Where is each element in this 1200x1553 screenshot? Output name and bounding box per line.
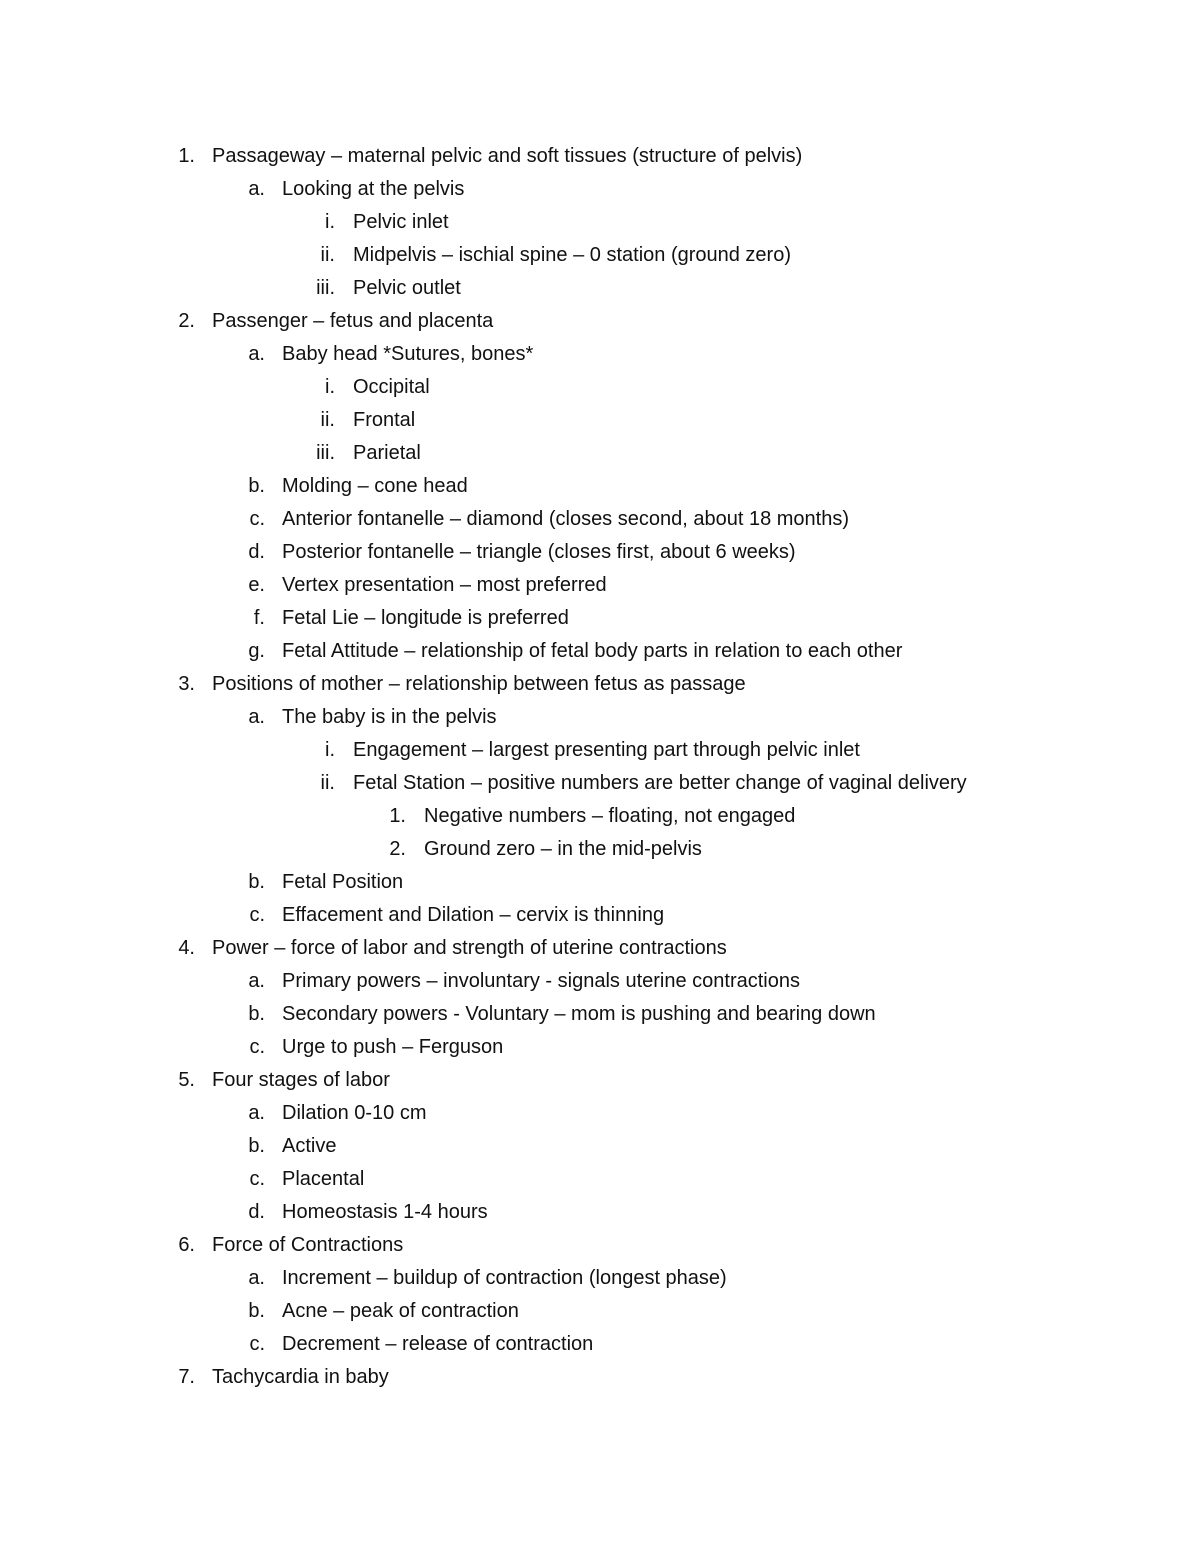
outline-marker: ii.	[320, 409, 335, 431]
outline-text: Fetal Position	[282, 871, 404, 893]
outline-item-level-3	[0, 272, 1200, 305]
outline-item-level-2	[0, 569, 1200, 602]
outline-item-level-2	[0, 602, 1200, 635]
outline-text: Engagement – largest presenting part through pelvic inlet	[353, 739, 860, 761]
outline-text: Looking at the pelvis	[282, 178, 465, 200]
outline-marker: 1.	[178, 145, 195, 167]
outline-text: Placental	[282, 1168, 365, 1190]
outline-marker: b.	[248, 871, 265, 893]
outline-item-level-2	[0, 1328, 1200, 1361]
outline-text: Fetal Station – positive numbers are better change of vaginal delivery	[353, 772, 967, 794]
outline-item-level-2	[0, 173, 1200, 206]
outline-marker: b.	[248, 1300, 265, 1322]
outline-marker: b.	[248, 1135, 265, 1157]
outline-marker: ii.	[320, 772, 335, 794]
outline-text: Vertex presentation – most preferred	[282, 574, 607, 596]
outline-marker: i.	[325, 211, 335, 233]
outline-marker: 3.	[178, 673, 195, 695]
outline-item-level-3	[0, 239, 1200, 272]
outline-text: Baby head *Sutures, bones*	[282, 343, 534, 365]
outline-item-level-3	[0, 206, 1200, 239]
outline-item-level-3	[0, 734, 1200, 767]
outline-marker: b.	[248, 1003, 265, 1025]
outline-item-level-1	[0, 1064, 1200, 1097]
outline-item-level-1	[0, 1229, 1200, 1262]
outline-item-level-2	[0, 1130, 1200, 1163]
outline-text: Effacement and Dilation – cervix is thinning	[282, 904, 665, 926]
outline-text: Force of Contractions	[212, 1234, 404, 1256]
outline-text: Frontal	[353, 409, 416, 431]
outline-marker: a.	[248, 1267, 265, 1289]
outline-item-level-2	[0, 470, 1200, 503]
outline-item-level-1	[0, 140, 1200, 173]
outline-marker: iii.	[316, 442, 335, 464]
outline-item-level-1	[0, 1361, 1200, 1394]
outline-text: Dilation 0-10 cm	[282, 1102, 427, 1124]
outline-marker: d.	[248, 1201, 265, 1223]
outline-item-level-2	[0, 1295, 1200, 1328]
outline-marker: a.	[248, 970, 265, 992]
outline-text: Midpelvis – ischial spine – 0 station (ground zero)	[353, 244, 791, 266]
outline-text: Increment – buildup of contraction (longest phase)	[282, 1267, 727, 1289]
outline-marker: 6.	[178, 1234, 195, 1256]
outline-marker: i.	[325, 739, 335, 761]
outline-text: Passenger – fetus and placenta	[212, 310, 494, 332]
outline-item-level-1	[0, 668, 1200, 701]
outline-marker: 5.	[178, 1069, 195, 1091]
outline-marker: 2.	[178, 310, 195, 332]
outline-item-level-2	[0, 866, 1200, 899]
outline-marker: i.	[325, 376, 335, 398]
outline-text: Power – force of labor and strength of uterine contractions	[212, 937, 727, 959]
outline-item-level-3	[0, 767, 1200, 800]
outline-marker: f.	[253, 607, 265, 629]
outline-marker: 7.	[178, 1366, 195, 1388]
outline-item-level-2	[0, 1262, 1200, 1295]
outline-text: Four stages of labor	[212, 1069, 390, 1091]
outline-marker: 1.	[389, 805, 406, 827]
outline-item-level-4	[0, 833, 1200, 866]
outline-text: Secondary powers - Voluntary – mom is pushing and bearing down	[282, 1003, 876, 1025]
outline-text: Acne – peak of contraction	[282, 1300, 519, 1322]
outline-item-level-1	[0, 305, 1200, 338]
outline-marker: c.	[249, 1036, 265, 1058]
outline-text: Positions of mother – relationship between fetus as passage	[212, 673, 746, 695]
outline-item-level-2	[0, 338, 1200, 371]
outline-text: Occipital	[353, 376, 430, 398]
outline-marker: e.	[248, 574, 265, 596]
outline-text: Primary powers – involuntary - signals uterine contractions	[282, 970, 800, 992]
outline-item-level-2	[0, 1196, 1200, 1229]
outline-item-level-1	[0, 932, 1200, 965]
outline-item-level-2	[0, 965, 1200, 998]
outline-item-level-3	[0, 404, 1200, 437]
outline-item-level-2	[0, 899, 1200, 932]
outline-text: Parietal	[353, 442, 421, 464]
outline-text: The baby is in the pelvis	[282, 706, 497, 728]
outline-marker: a.	[248, 343, 265, 365]
outline-marker: c.	[249, 1168, 265, 1190]
outline-marker: c.	[249, 1333, 265, 1355]
outline-text: Active	[282, 1135, 337, 1157]
outline-text: Negative numbers – floating, not engaged	[424, 805, 796, 827]
outline-item-level-2	[0, 1163, 1200, 1196]
outline-text: Pelvic inlet	[353, 211, 449, 233]
outline-text: Anterior fontanelle – diamond (closes second, about 18 months)	[282, 508, 850, 530]
outline-text: Fetal Lie – longitude is preferred	[282, 607, 569, 629]
outline-marker: a.	[248, 706, 265, 728]
outline-marker: d.	[248, 541, 265, 563]
outline-text: Fetal Attitude – relationship of fetal body parts in relation to each other	[282, 640, 903, 662]
outline-text: Urge to push – Ferguson	[282, 1036, 504, 1058]
outline-text: Posterior fontanelle – triangle (closes first, about 6 weeks)	[282, 541, 796, 563]
outline-item-level-2	[0, 1097, 1200, 1130]
outline-item-level-2	[0, 503, 1200, 536]
outline-marker: b.	[248, 475, 265, 497]
outline-text: Pelvic outlet	[353, 277, 461, 299]
outline-item-level-2	[0, 701, 1200, 734]
outline-marker: c.	[249, 508, 265, 530]
outline-item-level-3	[0, 437, 1200, 470]
outline-item-level-2	[0, 998, 1200, 1031]
outline-text: Ground zero – in the mid-pelvis	[424, 838, 702, 860]
outline-item-level-3	[0, 371, 1200, 404]
outline-marker: a.	[248, 178, 265, 200]
outline-marker: a.	[248, 1102, 265, 1124]
outline-text: Passageway – maternal pelvic and soft tissues (structure of pelvis)	[212, 145, 803, 167]
outline-list	[0, 140, 1200, 1394]
outline-marker: g.	[248, 640, 265, 662]
outline-marker: ii.	[320, 244, 335, 266]
outline-marker: iii.	[316, 277, 335, 299]
outline-marker: 2.	[389, 838, 406, 860]
outline-item-level-2	[0, 635, 1200, 668]
outline-text: Molding – cone head	[282, 475, 468, 497]
outline-item-level-4	[0, 800, 1200, 833]
outline-marker: c.	[249, 904, 265, 926]
outline-text: Homeostasis 1-4 hours	[282, 1201, 488, 1223]
outline-item-level-2	[0, 1031, 1200, 1064]
outline-item-level-2	[0, 536, 1200, 569]
outline-text: Decrement – release of contraction	[282, 1333, 594, 1355]
outline-marker: 4.	[178, 937, 195, 959]
outline-text: Tachycardia in baby	[212, 1366, 389, 1388]
